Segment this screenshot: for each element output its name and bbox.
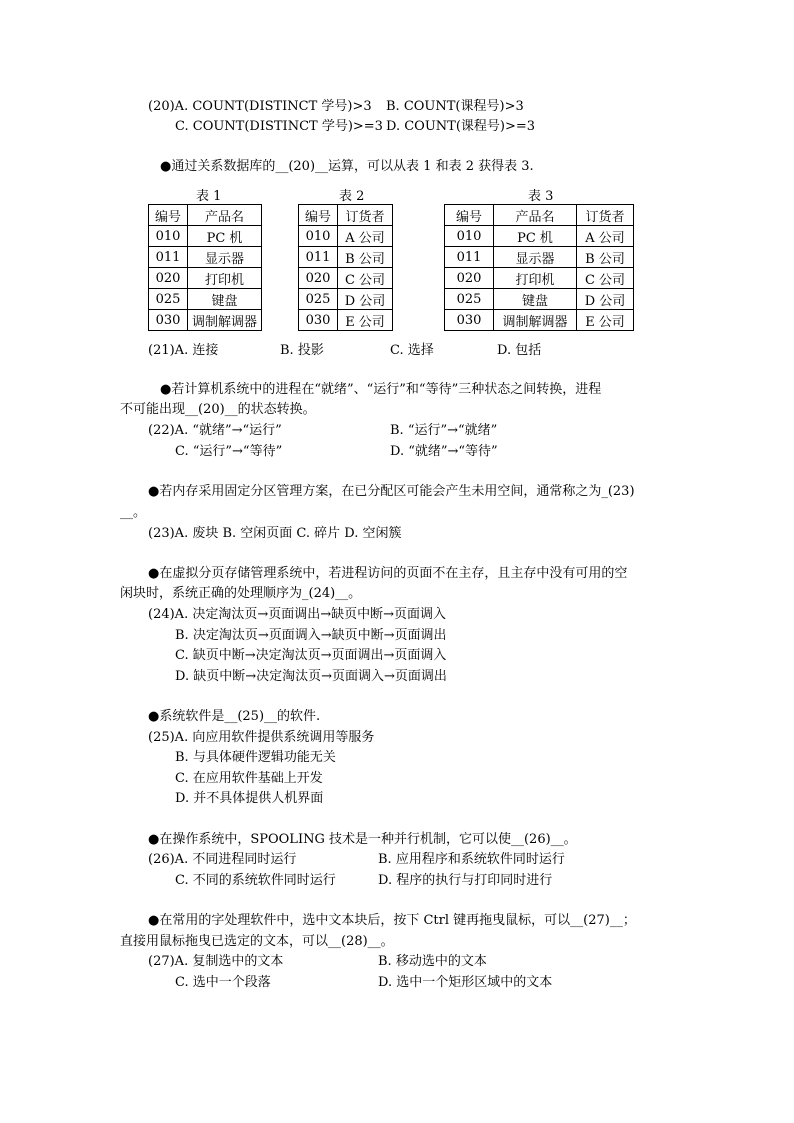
table-row	[149, 226, 262, 247]
table-3	[444, 204, 634, 331]
table-row	[299, 226, 393, 247]
table-cell: 打印机	[494, 268, 577, 289]
table-row	[445, 310, 634, 331]
q25-option-d: D. 并不具体提供人机界面	[175, 791, 324, 806]
q24-option-b: B. 决定淘汰页→页面调入→缺页中断→页面调出	[175, 628, 447, 643]
table-row	[299, 310, 393, 331]
table-cell: A 公司	[577, 226, 634, 247]
q25-stem: ●系统软件是__(25)__的软件.	[148, 709, 321, 724]
table-row	[299, 289, 393, 310]
q26-stem: ●在操作系统中，SPOOLING 技术是一种并行机制，它可以使__(26)__。	[148, 832, 577, 847]
q27-option-a: (27)A. 复制选中的文本	[148, 954, 284, 969]
q26-option-a: (26)A. 不同进程同时运行	[148, 852, 297, 867]
table-header-cell: 编号	[445, 205, 494, 226]
table-cell: B 公司	[338, 247, 393, 268]
q26-option-d: D. 程序的执行与打印同时进行	[378, 873, 553, 888]
q27-stem-line1: ●在常用的字处理软件中，选中文本块后，按下 Ctrl 键再拖曳鼠标，可以__(27)__；	[148, 913, 636, 928]
q27-option-c: C. 选中一个段落	[175, 975, 271, 990]
table-cell: 020	[445, 268, 494, 289]
table-cell: 030	[445, 310, 494, 331]
table-2	[298, 204, 393, 331]
table-cell: 011	[299, 247, 338, 268]
table2-caption: 表 2	[339, 189, 365, 204]
q21-option-d: D. 包括	[497, 343, 542, 358]
table-cell: B 公司	[577, 247, 634, 268]
q22-option-b: B. “运行”→“就绪”	[390, 423, 498, 438]
q24-option-d: D. 缺页中断→决定淘汰页→页面调入→页面调出	[175, 669, 447, 684]
table-cell: 020	[299, 268, 338, 289]
table-cell: 调制解调器	[188, 310, 262, 331]
q24-stem-line2: 闲块时，系统正确的处理顺序为_(24)__。	[120, 586, 362, 601]
table-cell: C 公司	[577, 268, 634, 289]
table-header-cell: 产品名	[494, 205, 577, 226]
table-cell: 打印机	[188, 268, 262, 289]
q23-stem-line2: __。	[120, 505, 147, 520]
q25-option-a: (25)A. 向应用软件提供系统调用等服务	[148, 730, 375, 745]
table-cell: 显示器	[494, 247, 577, 268]
table-cell: 020	[149, 268, 188, 289]
table-row	[299, 247, 393, 268]
table-cell: PC 机	[494, 226, 577, 247]
table-cell: 调制解调器	[494, 310, 577, 331]
table-row	[149, 289, 262, 310]
table-cell: D 公司	[338, 289, 393, 310]
q24-option-c: C. 缺页中断→决定淘汰页→页面调出→页面调入	[175, 648, 447, 663]
table-cell: 011	[445, 247, 494, 268]
table-cell: E 公司	[577, 310, 634, 331]
table-cell: 025	[445, 289, 494, 310]
table-row	[149, 247, 262, 268]
table-header-cell: 编号	[149, 205, 188, 226]
q21-option-c: C. 选择	[390, 343, 434, 358]
table-cell: D 公司	[577, 289, 634, 310]
table-cell: 030	[149, 310, 188, 331]
q21-option-b: B. 投影	[280, 343, 324, 358]
table-cell: E 公司	[338, 310, 393, 331]
q27-stem-line2: 直接用鼠标拖曳已选定的文本，可以__(28)__。	[120, 934, 394, 949]
table-cell: 030	[299, 310, 338, 331]
q22-option-a: (22)A. “就绪”→“运行”	[148, 423, 282, 438]
table-row	[149, 268, 262, 289]
q22-stem-line1: ●若计算机系统中的进程在“就绪”、“运行”和“等待”三种状态之间转换，进程	[160, 382, 602, 397]
q25-option-c: C. 在应用软件基础上开发	[175, 771, 323, 786]
q26-option-c: C. 不同的系统软件同时运行	[175, 873, 336, 888]
q20-option-a: (20)A. COUNT(DISTINCT 学号)>3	[148, 99, 372, 114]
table-header-cell: 订货者	[338, 205, 393, 226]
table-cell: C 公司	[338, 268, 393, 289]
q27-option-d: D. 选中一个矩形区域中的文本	[378, 975, 553, 990]
q20-option-b: B. COUNT(课程号)>3	[386, 99, 524, 114]
table-cell: PC 机	[188, 226, 262, 247]
table-cell: 011	[149, 247, 188, 268]
table-header-cell: 产品名	[188, 205, 262, 226]
table-cell: 键盘	[188, 289, 262, 310]
table-cell: 键盘	[494, 289, 577, 310]
table-row	[149, 310, 262, 331]
table-header-cell: 编号	[299, 205, 338, 226]
table-row	[445, 247, 634, 268]
table-header-row	[149, 205, 262, 226]
table-cell: 010	[445, 226, 494, 247]
q23-stem-line1: ●若内存采用固定分区管理方案，在已分配区可能会产生未用空间，通常称之为_(23)	[148, 484, 635, 499]
q21-stem: ●通过关系数据库的__(20)__运算，可以从表 1 和表 2 获得表 3.	[160, 159, 534, 174]
table-header-row	[445, 205, 634, 226]
q22-option-d: D. “就绪”→“等待”	[390, 444, 498, 459]
table-row	[299, 268, 393, 289]
table-cell: 025	[149, 289, 188, 310]
q20-option-d: D. COUNT(课程号)>=3	[386, 119, 536, 134]
q22-stem-line2: 不可能出现__(20)__的状态转换。	[120, 402, 316, 417]
q24-stem-line1: ●在虚拟分页存储管理系统中，若进程访问的页面不在主存，且主存中没有可用的空	[148, 566, 628, 581]
q22-option-c: C. “运行”→“等待”	[175, 444, 283, 459]
q20-option-c: C. COUNT(DISTINCT 学号)>=3	[175, 119, 383, 134]
q26-option-b: B. 应用程序和系统软件同时运行	[378, 852, 565, 867]
table-cell: 显示器	[188, 247, 262, 268]
table-cell: A 公司	[338, 226, 393, 247]
q23-options: (23)A. 废块 B. 空闲页面 C. 碎片 D. 空闲簇	[148, 526, 402, 541]
table-row	[445, 289, 634, 310]
table3-caption: 表 3	[528, 189, 554, 204]
table-row	[445, 226, 634, 247]
q24-option-a: (24)A. 决定淘汰页→页面调出→缺页中断→页面调入	[148, 607, 447, 622]
table1-caption: 表 1	[196, 189, 222, 204]
table-header-cell: 订货者	[577, 205, 634, 226]
q27-option-b: B. 移动选中的文本	[378, 954, 487, 969]
table-header-row	[299, 205, 393, 226]
table-1	[148, 204, 262, 331]
table-cell: 010	[149, 226, 188, 247]
q21-option-a: (21)A. 连接	[148, 343, 219, 358]
q25-option-b: B. 与具体硬件逻辑功能无关	[175, 750, 336, 765]
table-row	[445, 268, 634, 289]
table-cell: 010	[299, 226, 338, 247]
table-cell: 025	[299, 289, 338, 310]
